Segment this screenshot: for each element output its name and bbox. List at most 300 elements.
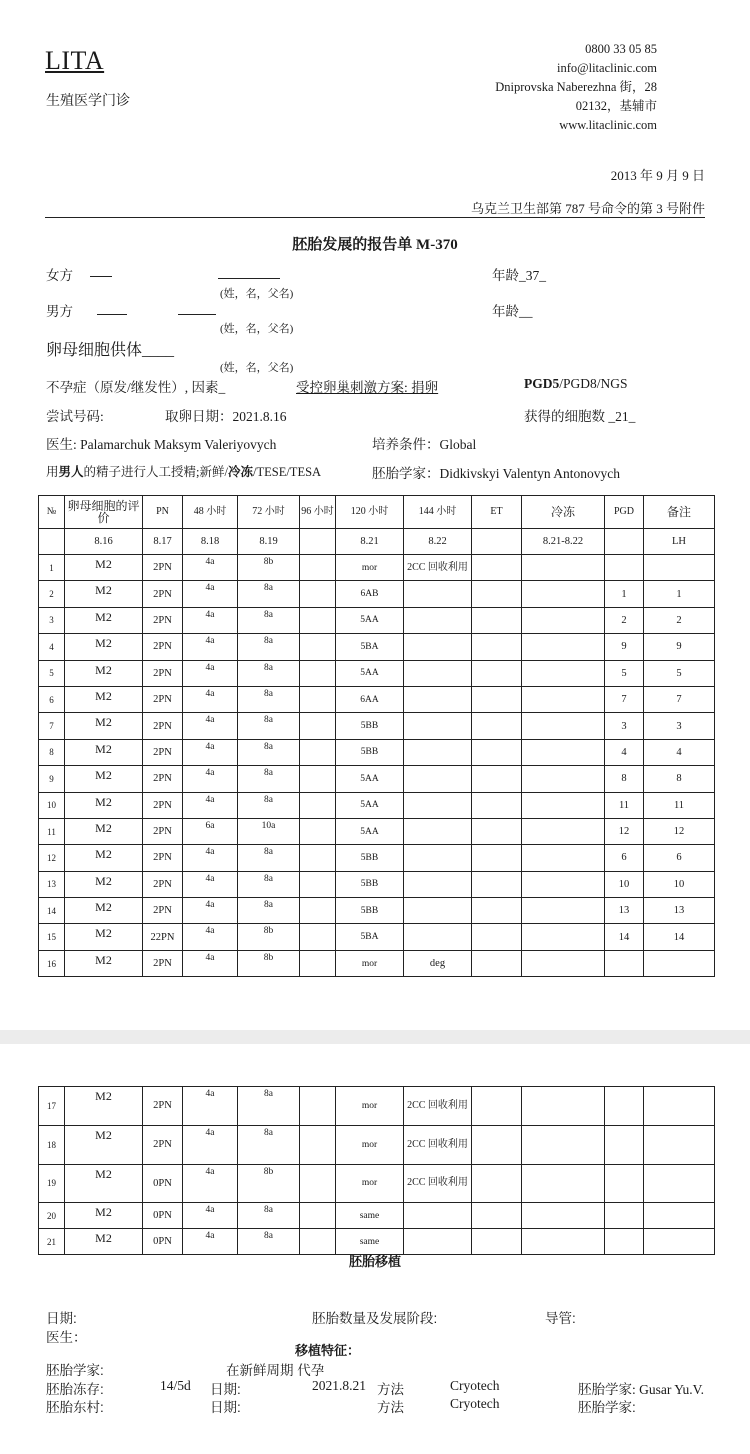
- retrieval-date: 取卵日期：2021.8.16: [165, 409, 287, 424]
- table-row: [39, 950, 715, 976]
- cell-et: [472, 713, 522, 739]
- cell-row-number: 13: [39, 871, 65, 897]
- cell-oocyte-eval: M2: [65, 739, 143, 765]
- transfer-title: 胚胎移植: [348, 1254, 401, 1269]
- cell-et: [472, 607, 522, 633]
- cell-72h: 8a: [238, 581, 300, 607]
- cell-row-number: 11: [39, 818, 65, 844]
- cell-note: 4: [644, 739, 715, 765]
- cell-et: [472, 924, 522, 950]
- header-120h: 120 小时: [336, 496, 404, 529]
- cell-pn: 2PN: [143, 607, 183, 633]
- header-pn: PN: [143, 496, 183, 529]
- table-row: [39, 1125, 715, 1164]
- cell-48h: 4a: [183, 1203, 238, 1229]
- cell-pgd: 12: [605, 818, 644, 844]
- infertility-field: 不孕症（原发/继发性）, 因素_: [46, 380, 226, 395]
- cell-144h: [404, 766, 472, 792]
- cell-pn: 2PN: [143, 713, 183, 739]
- freeze-date-label: 日期:: [210, 1382, 241, 1397]
- cell-note: 3: [644, 713, 715, 739]
- report-page-2: [0, 1044, 750, 1454]
- female-name-hint: (姓，名，父名): [220, 288, 294, 300]
- cell-48h: 4a: [183, 607, 238, 633]
- cell-120h: mor: [336, 1087, 404, 1126]
- document-date: 2013 年 9 月 9 日: [610, 168, 705, 183]
- cell-et: [472, 1164, 522, 1203]
- freeze-label: 胚胎冻存:: [46, 1382, 104, 1397]
- cell-oocyte-eval: M2: [65, 607, 143, 633]
- cell-96h: [300, 686, 336, 712]
- cell-96h: [300, 1203, 336, 1229]
- table-row: [39, 739, 715, 765]
- pgd-options: /PGD8/NGS: [559, 376, 628, 391]
- cell-144h: [404, 634, 472, 660]
- freeze-value: 14/5d: [160, 1378, 191, 1393]
- cell-144h: [404, 660, 472, 686]
- cell-120h: same: [336, 1229, 404, 1255]
- cell-freeze: [522, 686, 605, 712]
- cell-pgd: 9: [605, 634, 644, 660]
- stimulation-field: 受控卵巢刺激方案: 捐卵: [296, 380, 439, 395]
- cell-120h: mor: [336, 950, 404, 976]
- cell-row-number: 21: [39, 1229, 65, 1255]
- header-72h: 72 小时: [238, 496, 300, 529]
- cell-et: [472, 555, 522, 581]
- date-oocyte-eval: 8.16: [65, 529, 143, 555]
- cell-144h: 2CC 回收利用: [404, 1125, 472, 1164]
- clinic-name: 生殖医学门诊: [46, 93, 130, 109]
- cell-72h: 8a: [238, 660, 300, 686]
- table-row: [39, 1164, 715, 1203]
- cell-et: [472, 898, 522, 924]
- cell-96h: [300, 634, 336, 660]
- cell-row-number: 18: [39, 1125, 65, 1164]
- cell-freeze: [522, 924, 605, 950]
- table-row: [39, 924, 715, 950]
- cell-row-number: 14: [39, 898, 65, 924]
- cell-pn: 2PN: [143, 898, 183, 924]
- cell-note: 7: [644, 686, 715, 712]
- date-96h: [300, 529, 336, 555]
- header-et: ET: [472, 496, 522, 529]
- cell-72h: 8a: [238, 1087, 300, 1126]
- cell-96h: [300, 555, 336, 581]
- cell-freeze: [522, 555, 605, 581]
- female-age-value: _37_: [519, 268, 546, 283]
- cell-freeze: [522, 792, 605, 818]
- cell-72h: 8a: [238, 1125, 300, 1164]
- cell-note: 9: [644, 634, 715, 660]
- cell-96h: [300, 1125, 336, 1164]
- date-freeze: 8.21-8.22: [522, 529, 605, 555]
- cell-freeze: [522, 1087, 605, 1126]
- cell-144h: [404, 686, 472, 712]
- cell-pn: 2PN: [143, 581, 183, 607]
- cell-96h: [300, 766, 336, 792]
- cell-144h: [404, 871, 472, 897]
- cell-144h: [404, 607, 472, 633]
- cell-48h: 4a: [183, 871, 238, 897]
- cell-120h: 5AA: [336, 818, 404, 844]
- contact-website: www.litaclinic.com: [559, 118, 657, 132]
- cell-48h: 4a: [183, 1087, 238, 1126]
- date-row-number: [39, 529, 65, 555]
- cell-row-number: 15: [39, 924, 65, 950]
- date-72h: 8.19: [238, 529, 300, 555]
- cell-72h: 8a: [238, 792, 300, 818]
- cell-120h: mor: [336, 555, 404, 581]
- freeze-embryologist: 胚胎学家: Gusar Yu.V.: [578, 1382, 705, 1397]
- cell-pn: 2PN: [143, 739, 183, 765]
- cell-120h: 5AA: [336, 792, 404, 818]
- cell-pn: 2PN: [143, 660, 183, 686]
- cell-96h: [300, 713, 336, 739]
- cell-144h: [404, 581, 472, 607]
- cell-96h: [300, 924, 336, 950]
- thaw-embryologist: 胚胎学家:: [578, 1400, 636, 1415]
- cell-144h: [404, 845, 472, 871]
- cell-oocyte-eval: M2: [65, 792, 143, 818]
- cell-freeze: [522, 950, 605, 976]
- cell-oocyte-eval: M2: [65, 924, 143, 950]
- contact-email: info@litaclinic.com: [556, 61, 657, 75]
- cell-pgd: 13: [605, 898, 644, 924]
- cell-freeze: [522, 766, 605, 792]
- cell-72h: 8a: [238, 713, 300, 739]
- transfer-count: 胚胎数量及发展阶段:: [312, 1311, 438, 1326]
- cell-row-number: 17: [39, 1087, 65, 1126]
- cell-48h: 4a: [183, 581, 238, 607]
- cell-96h: [300, 607, 336, 633]
- cell-note: [644, 950, 715, 976]
- cell-96h: [300, 871, 336, 897]
- cell-48h: 4a: [183, 660, 238, 686]
- cell-et: [472, 686, 522, 712]
- cell-note: 14: [644, 924, 715, 950]
- cell-pgd: 5: [605, 660, 644, 686]
- cell-72h: 8b: [238, 924, 300, 950]
- embryo-table-continued: [38, 1086, 715, 1255]
- cell-48h: 4a: [183, 739, 238, 765]
- cell-pn: 2PN: [143, 818, 183, 844]
- male-name-hint: (姓，名，父名): [220, 323, 294, 335]
- male-name-line-2: [178, 314, 216, 315]
- cell-pn: 2PN: [143, 845, 183, 871]
- cell-pn: 22PN: [143, 924, 183, 950]
- cell-pn: 2PN: [143, 686, 183, 712]
- pgd-selected: PGD5: [524, 376, 560, 391]
- cell-48h: 4a: [183, 713, 238, 739]
- cell-72h: 8a: [238, 634, 300, 660]
- date-pn: 8.17: [143, 529, 183, 555]
- freeze-method-label: 方法: [377, 1382, 404, 1397]
- cell-note: 2: [644, 607, 715, 633]
- embryologist-field: 胚胎学家：Didkivskyi Valentyn Antonovych: [372, 466, 620, 481]
- cell-48h: 4a: [183, 950, 238, 976]
- cell-row-number: 19: [39, 1164, 65, 1203]
- cell-96h: [300, 581, 336, 607]
- cell-oocyte-eval: M2: [65, 1087, 143, 1126]
- cell-120h: 5AA: [336, 766, 404, 792]
- cell-pn: 2PN: [143, 1125, 183, 1164]
- cell-48h: 6a: [183, 818, 238, 844]
- freeze-method: Cryotech: [450, 1378, 500, 1393]
- date-120h: 8.21: [336, 529, 404, 555]
- cell-120h: 5BA: [336, 634, 404, 660]
- cell-oocyte-eval: M2: [65, 634, 143, 660]
- cell-144h: 2CC 回收利用: [404, 1087, 472, 1126]
- cell-oocyte-eval: M2: [65, 1203, 143, 1229]
- cell-freeze: [522, 607, 605, 633]
- cell-72h: 8a: [238, 1229, 300, 1255]
- cell-pn: 2PN: [143, 555, 183, 581]
- cell-48h: 4a: [183, 555, 238, 581]
- table-row: [39, 1203, 715, 1229]
- table-row: [39, 766, 715, 792]
- cell-note: [644, 1203, 715, 1229]
- cell-48h: 4a: [183, 845, 238, 871]
- cell-note: 5: [644, 660, 715, 686]
- female-name-line-2: [218, 278, 280, 279]
- cell-144h: [404, 818, 472, 844]
- cell-120h: 5BA: [336, 924, 404, 950]
- cell-72h: 8a: [238, 739, 300, 765]
- cell-48h: 4a: [183, 924, 238, 950]
- cell-120h: mor: [336, 1164, 404, 1203]
- cell-row-number: 3: [39, 607, 65, 633]
- cell-et: [472, 792, 522, 818]
- cell-72h: 8b: [238, 950, 300, 976]
- cell-120h: 5AA: [336, 607, 404, 633]
- cell-120h: 5BB: [336, 739, 404, 765]
- transfer-catheter: 导管:: [545, 1311, 576, 1326]
- cell-72h: 8a: [238, 898, 300, 924]
- cell-freeze: [522, 871, 605, 897]
- contact-city: 02132，基辅市: [575, 99, 657, 113]
- cell-72h: 8a: [238, 766, 300, 792]
- cell-note: [644, 1087, 715, 1126]
- clinic-logo: LITA: [45, 46, 105, 75]
- cell-row-number: 8: [39, 739, 65, 765]
- cell-48h: 4a: [183, 792, 238, 818]
- cell-pgd: 10: [605, 871, 644, 897]
- cell-pgd: 2: [605, 607, 644, 633]
- cell-freeze: [522, 713, 605, 739]
- transfer-date: 日期:: [46, 1311, 77, 1326]
- doctor-field: 医生: Palamarchuk Maksym Valeriyovych: [46, 437, 277, 452]
- cell-oocyte-eval: M2: [65, 1229, 143, 1255]
- cell-row-number: 5: [39, 660, 65, 686]
- cell-note: [644, 1164, 715, 1203]
- cell-pgd: 8: [605, 766, 644, 792]
- male-age: 年龄__: [492, 304, 533, 319]
- cell-row-number: 1: [39, 555, 65, 581]
- cell-note: 12: [644, 818, 715, 844]
- cell-row-number: 12: [39, 845, 65, 871]
- female-name-line: [90, 276, 112, 277]
- table-row: [39, 555, 715, 581]
- cell-pgd: 3: [605, 713, 644, 739]
- cell-oocyte-eval: M2: [65, 766, 143, 792]
- cell-pn: 2PN: [143, 766, 183, 792]
- table-row: [39, 818, 715, 844]
- cell-freeze: [522, 581, 605, 607]
- cell-et: [472, 766, 522, 792]
- cell-et: [472, 1087, 522, 1126]
- cell-oocyte-eval: M2: [65, 950, 143, 976]
- cell-48h: 4a: [183, 766, 238, 792]
- date-et: [472, 529, 522, 555]
- cell-72h: 8a: [238, 607, 300, 633]
- table-row: [39, 898, 715, 924]
- cell-48h: 4a: [183, 1164, 238, 1203]
- cell-96h: [300, 950, 336, 976]
- cell-pn: 2PN: [143, 950, 183, 976]
- cell-row-number: 10: [39, 792, 65, 818]
- cell-et: [472, 1125, 522, 1164]
- annex-note: 乌克兰卫生部第 787 号命令的第 3 号附件: [470, 201, 705, 216]
- cell-pgd: 4: [605, 739, 644, 765]
- cell-row-number: 9: [39, 766, 65, 792]
- table-row: [39, 792, 715, 818]
- transfer-doctor: 医生：: [46, 1330, 87, 1345]
- cell-pn: 0PN: [143, 1164, 183, 1203]
- table-row: [39, 660, 715, 686]
- transfer-embryologist: 胚胎学家:: [46, 1363, 104, 1378]
- thaw-label: 胚胎东村:: [46, 1400, 104, 1415]
- cell-et: [472, 845, 522, 871]
- cell-oocyte-eval: M2: [65, 845, 143, 871]
- cell-144h: [404, 792, 472, 818]
- cell-et: [472, 634, 522, 660]
- cell-oocyte-eval: M2: [65, 660, 143, 686]
- cell-row-number: 7: [39, 713, 65, 739]
- cell-96h: [300, 792, 336, 818]
- cell-note: 6: [644, 845, 715, 871]
- male-label: 男方: [46, 304, 73, 319]
- cell-pgd: [605, 1125, 644, 1164]
- cell-row-number: 6: [39, 686, 65, 712]
- cell-note: 10: [644, 871, 715, 897]
- cell-144h: [404, 713, 472, 739]
- cell-120h: 6AA: [336, 686, 404, 712]
- cell-48h: 4a: [183, 634, 238, 660]
- cell-pn: 0PN: [143, 1203, 183, 1229]
- cell-oocyte-eval: M2: [65, 1164, 143, 1203]
- cell-144h: deg: [404, 950, 472, 976]
- cell-96h: [300, 818, 336, 844]
- cell-144h: [404, 739, 472, 765]
- date-note: LH: [644, 529, 715, 555]
- cell-row-number: 2: [39, 581, 65, 607]
- thaw-method-label: 方法: [377, 1400, 404, 1415]
- cell-144h: [404, 924, 472, 950]
- cell-note: 11: [644, 792, 715, 818]
- cell-72h: 8b: [238, 1164, 300, 1203]
- cells-count: 获得的细胞数 _21_: [524, 409, 636, 424]
- transfer-features: 移植特征：: [295, 1343, 361, 1358]
- cell-note: [644, 555, 715, 581]
- date-48h: 8.18: [183, 529, 238, 555]
- cell-72h: 8b: [238, 555, 300, 581]
- cell-oocyte-eval: M2: [65, 1125, 143, 1164]
- cell-et: [472, 1203, 522, 1229]
- contact-street: Dniprovska Naberezhna 街，28: [495, 80, 657, 94]
- cell-pgd: [605, 1087, 644, 1126]
- cell-48h: 4a: [183, 898, 238, 924]
- cell-96h: [300, 739, 336, 765]
- embryo-table: [38, 495, 715, 977]
- cell-oocyte-eval: M2: [65, 713, 143, 739]
- header-pgd: PGD: [605, 496, 644, 529]
- cell-note: 8: [644, 766, 715, 792]
- cell-96h: [300, 845, 336, 871]
- table-row: [39, 581, 715, 607]
- cell-row-number: 4: [39, 634, 65, 660]
- donor-name-hint: (姓，名，父名): [220, 362, 294, 374]
- cell-120h: 6AB: [336, 581, 404, 607]
- cell-96h: [300, 660, 336, 686]
- cell-120h: 5BB: [336, 871, 404, 897]
- cell-pn: 0PN: [143, 1229, 183, 1255]
- cell-oocyte-eval: M2: [65, 555, 143, 581]
- sperm-field: 用男人的精子进行人工授精;新鲜/冷冻/TESE/TESA: [46, 465, 322, 479]
- freeze-date: 2021.8.21: [312, 1378, 366, 1393]
- thaw-method: Cryotech: [450, 1396, 500, 1411]
- cell-oocyte-eval: M2: [65, 581, 143, 607]
- cell-et: [472, 871, 522, 897]
- cell-freeze: [522, 845, 605, 871]
- attempt-field: 尝试号码:: [46, 409, 104, 424]
- cell-144h: [404, 1203, 472, 1229]
- cell-et: [472, 818, 522, 844]
- cell-freeze: [522, 1203, 605, 1229]
- contact-block: [495, 40, 657, 135]
- cell-et: [472, 950, 522, 976]
- cell-pgd: 7: [605, 686, 644, 712]
- donor-label: 卵母细胞供体____: [46, 342, 175, 359]
- header-note: 备注: [644, 496, 715, 529]
- cell-freeze: [522, 1125, 605, 1164]
- cell-freeze: [522, 1164, 605, 1203]
- cell-freeze: [522, 660, 605, 686]
- cell-pn: 2PN: [143, 792, 183, 818]
- cell-pgd: [605, 555, 644, 581]
- cell-120h: same: [336, 1203, 404, 1229]
- header-freeze: 冷冻: [522, 496, 605, 529]
- header-oocyte-eval: 卵母细胞的评价: [65, 496, 143, 529]
- header-row-number: №: [39, 496, 65, 529]
- cell-et: [472, 739, 522, 765]
- female-age-label: 年龄: [492, 268, 519, 283]
- cell-120h: 5BB: [336, 845, 404, 871]
- cell-72h: 8a: [238, 686, 300, 712]
- cell-pgd: [605, 1164, 644, 1203]
- table-row: [39, 845, 715, 871]
- cell-et: [472, 581, 522, 607]
- cell-48h: 4a: [183, 1125, 238, 1164]
- cell-et: [472, 660, 522, 686]
- table-row: [39, 634, 715, 660]
- cell-oocyte-eval: M2: [65, 871, 143, 897]
- female-label: 女方: [46, 268, 73, 283]
- report-title: 胚胎发展的报告单 M-370: [292, 237, 458, 253]
- cell-note: 1: [644, 581, 715, 607]
- cell-note: 13: [644, 898, 715, 924]
- cell-144h: 2CC 回收利用: [404, 555, 472, 581]
- cell-72h: 8a: [238, 845, 300, 871]
